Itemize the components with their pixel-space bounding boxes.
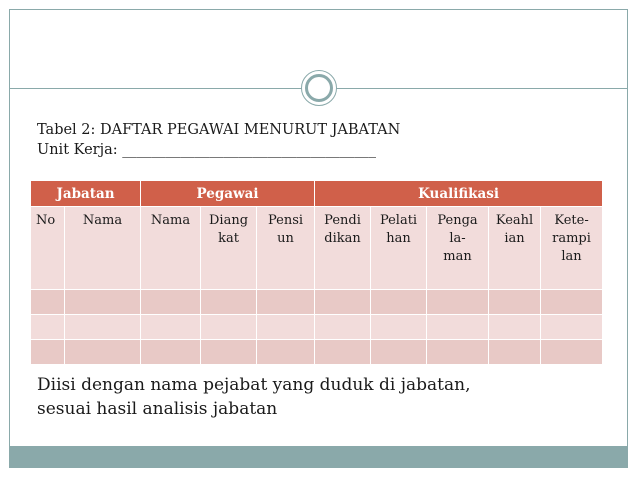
table-cell	[541, 340, 603, 365]
col-pensiun-label-2: un	[277, 231, 294, 246]
table-cell	[31, 340, 65, 365]
col-diangkat-label-1: Diang	[208, 213, 249, 228]
col-pendidikan-label-2: dikan	[324, 231, 361, 246]
table-cell	[489, 340, 541, 365]
col-pendidikan-label-1: Pendi	[324, 213, 361, 228]
col-nama-jabatan-label: Nama	[82, 213, 123, 228]
col-pengalaman-label-3: man	[443, 249, 472, 264]
table-cell	[141, 290, 201, 315]
table-cell	[201, 340, 257, 365]
col-nama-pegawai-label: Nama	[150, 213, 191, 228]
footer-bar	[10, 446, 627, 467]
group-header-row	[31, 181, 603, 207]
explanatory-note	[37, 373, 470, 421]
col-pelatihan-label-2: han	[386, 231, 411, 246]
header-pegawai: Pegawai	[141, 181, 315, 207]
col-keahlian-label-1: Keahl	[495, 213, 534, 228]
table-cell	[257, 315, 315, 340]
col-no	[31, 207, 65, 290]
table-cell	[371, 290, 427, 315]
table-cell	[257, 340, 315, 365]
table-cell	[201, 290, 257, 315]
table-cell	[427, 315, 489, 340]
table-cell	[541, 315, 603, 340]
col-pelatihan	[371, 207, 427, 290]
col-keterampilan-label-2: rampi	[552, 231, 591, 246]
table-cell	[31, 290, 65, 315]
col-diangkat-label-2: kat	[218, 231, 239, 246]
table-cell	[315, 315, 371, 340]
table-caption	[37, 120, 400, 160]
table-row	[31, 340, 603, 365]
table-cell	[489, 315, 541, 340]
table-cell	[427, 340, 489, 365]
col-keterampilan	[541, 207, 603, 290]
note-line-1: Diisi dengan nama pejabat yang duduk di jabatan,	[37, 375, 471, 395]
col-nama-jabatan	[65, 207, 141, 290]
col-pengalaman	[427, 207, 489, 290]
table-row	[31, 315, 603, 340]
sub-header-row	[31, 207, 603, 290]
table-cell	[257, 290, 315, 315]
col-no-label: No	[36, 213, 56, 228]
caption-title: Tabel 2: DAFTAR PEGAWAI MENURUT JABATAN	[37, 122, 401, 138]
table-cell	[141, 340, 201, 365]
note-line-2: sesuai hasil analisis jabatan	[37, 399, 278, 419]
table-cell	[65, 315, 141, 340]
col-keterampilan-label-1: Kete-	[554, 213, 589, 228]
table-cell	[427, 290, 489, 315]
table-cell	[541, 290, 603, 315]
caption-unit: Unit Kerja: ___________________________________	[37, 142, 376, 158]
table-cell	[489, 290, 541, 315]
table-cell	[31, 315, 65, 340]
col-pengalaman-label-1: Penga	[437, 213, 478, 228]
col-pendidikan	[315, 207, 371, 290]
col-keahlian-label-2: ian	[504, 231, 525, 246]
employee-table	[30, 180, 603, 365]
col-keterampilan-label-3: lan	[561, 249, 582, 264]
header-jabatan: Jabatan	[31, 181, 141, 207]
col-nama-pegawai	[141, 207, 201, 290]
table-cell	[315, 290, 371, 315]
divider-ornament-ring	[305, 74, 333, 102]
col-pengalaman-label-2: la-	[449, 231, 466, 246]
table-row	[31, 290, 603, 315]
table-cell	[371, 340, 427, 365]
col-diangkat	[201, 207, 257, 290]
table-cell	[141, 315, 201, 340]
col-pensiun-label-1: Pensi	[267, 213, 304, 228]
table-cell	[201, 315, 257, 340]
header-kualifikasi: Kualifikasi	[315, 181, 603, 207]
table-cell	[65, 340, 141, 365]
col-pelatihan-label-1: Pelati	[379, 213, 418, 228]
table-cell	[315, 340, 371, 365]
table-cell	[371, 315, 427, 340]
col-pensiun	[257, 207, 315, 290]
col-keahlian	[489, 207, 541, 290]
table-cell	[65, 290, 141, 315]
